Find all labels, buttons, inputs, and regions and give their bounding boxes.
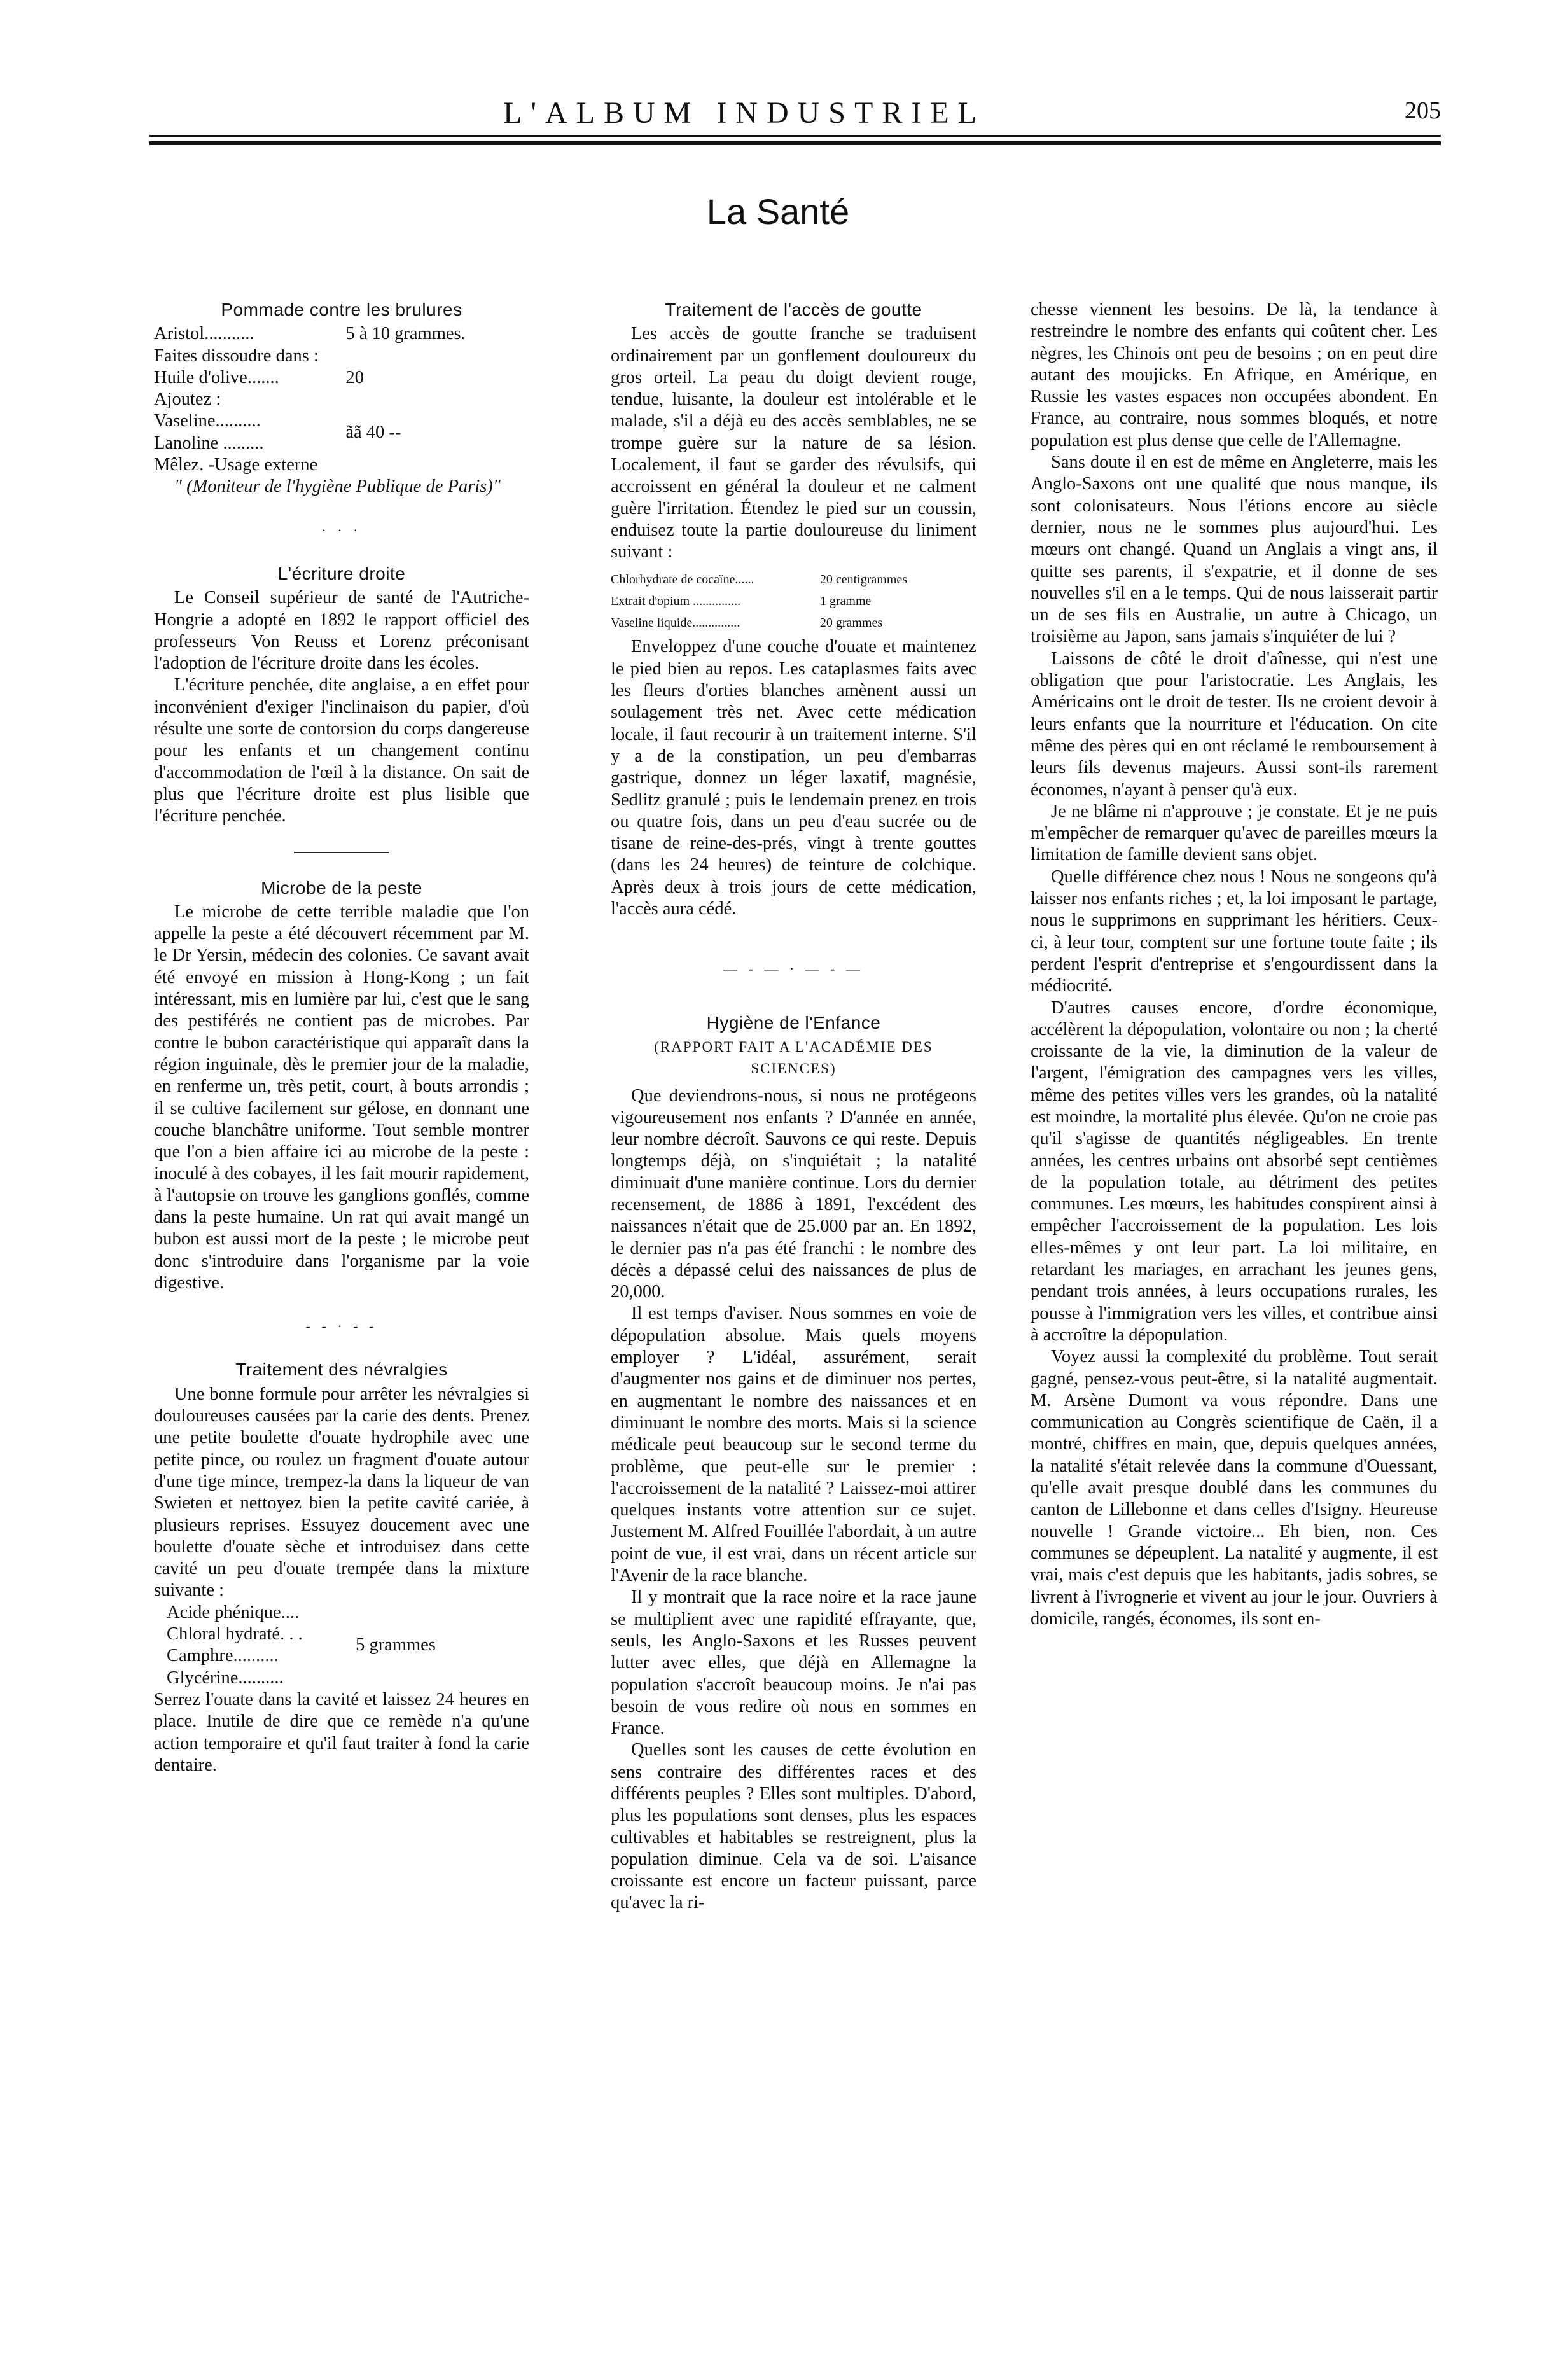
article-subtitle: (RAPPORT FAIT A L'ACADÉMIE DES SCIENCES)	[654, 1038, 933, 1077]
recipe-brulures	[154, 323, 529, 454]
header-rule-thick	[149, 141, 1441, 145]
paragraph: Le Conseil supérieur de santé de l'Autriche-Hongrie a adopté en 1892 le rapport officiel des professeurs Von Reuss et Lorenz préconisant l'adoption de l'écriture droite dans les écoles.	[154, 588, 529, 674]
recipe-instruction: Ajoutez :	[154, 389, 221, 410]
separator-dots: - - · - -	[305, 1318, 378, 1335]
paragraph: Il y montrait que la race noire et la race jaune se multiplient avec une rapidité effrayante, que, seuls, les Anglo-Saxons et les Russes peuvent lutter avec elles, que déjà en Allemagne la population s'accroît beaucoup moins. Je n'ai pas besoin de vous redire où nous en sommes en France.	[611, 1587, 976, 1739]
paragraph: Les accès de goutte franche se traduisent ordinairement par un gonflement douloureux du gros orteil. La peau du doigt devient rouge, tendue, luisante, la douleur est intolérable et le malade, s'il a déjà eu des accès semblables, ne se trompe guère sur la nature de sa lésion. Localement, il faut se garder des révulsifs, qui accroissent en général la douleur et ne calment guère l'irritation. Étendez le pied sur un coussin, enduisez toute la partie douloureuse du liniment suivant :	[611, 324, 976, 562]
recipe-quantity: ãã 40 --	[345, 422, 401, 442]
separator-dots: — - — · — - —	[723, 961, 864, 977]
paragraph: Serrez l'ouate dans la cavité et laissez 24 heures en place. Inutile de dire que ce remède n'a qu'une action temporaire et qu'il faut traiter à fond la carie dentaire.	[154, 1689, 529, 1775]
section-title: La Santé	[706, 191, 850, 232]
paragraph: Quelle différence chez nous ! Nous ne songeons qu'à laisser nos enfants riches ; et, la loi imposant le partage, nous le supprimons en supprimant les héritiers. Ceux-ci, à leur tour, comptent sur une fortune toute faite ; ils perdent l'esprit d'entreprise et s'engourdissent dans la médiocrité.	[1031, 866, 1438, 996]
recipe-ingredient: Chlorhydrate de cocaïne......	[611, 572, 754, 587]
recipe-usage: Mêlez. -Usage externe	[154, 455, 318, 475]
column-2	[611, 299, 976, 1914]
article-heading-brulures: Pommade contre les brulures	[221, 300, 462, 319]
separator-dots: · · ·	[321, 522, 362, 538]
column-3	[1031, 299, 1438, 1630]
recipe-ingredient: Lanoline .........	[154, 433, 264, 453]
journal-title: L'ALBUM INDUSTRIEL	[503, 96, 985, 130]
paragraph: chesse viennent les besoins. De là, la tendance à restreindre le nombre des enfants qui coûtent cher. Les nègres, les Chinois ont peu de besoins ; on en peut dire autant des moujicks. En Afrique, en Amérique, en Russie les vastes espaces non occupées abondent. En France, au contraire, nous sommes bloqués, et notre population est plus dense que celle de l'Allemagne.	[1031, 300, 1438, 450]
paragraph: Une bonne formule pour arrêter les névralgies si douloureuses causées par la carie des dents. Prenez une petite boulette d'ouate hydrophile avec une petite pince, ou roulez un fragment d'ouate autour d'une tige mince, trempez-la dans la liqueur de van Swieten et nettoyez bien la petite cavité cariée, à plusieurs reprises. Essuyez doucement avec une boulette d'ouate sèche et introduisez dans cette cavité un peu d'ouate trempée dans la mixture suivante :	[154, 1384, 529, 1601]
recipe-quantity: 20	[345, 367, 364, 387]
paragraph: Laissons de côté le droit d'aînesse, qui n'est une obligation que pour l'aristocratie. Les Anglais, les Américains ont le droit de tester. Ils ne croient devoir à leurs enfants que la nourriture et l'éducation. On cite même des pères qui en ont réclamé le remboursement à leurs fils devenus majeurs. Aussi sont-ils rarement économes, n'ayant à penser qu'à eux.	[1031, 648, 1438, 800]
article-heading-nevralgies: Traitement des névralgies	[235, 1360, 448, 1380]
recipe-ingredient: Camphre..........	[167, 1646, 279, 1666]
recipe-instruction: Faites dissoudre dans :	[154, 345, 319, 366]
paragraph: Enveloppez d'une couche d'ouate et maintenez le pied bien au repos. Les cataplasmes faits avec les fleurs d'orties blanches amènent aussi un soulagement très net. Avec cette médication locale, il faut recourir à un traitement interne. S'il y a de la constipation, un peu d'embarras gastrique, donnez un léger laxatif, magnésie, Sedlitz granulé ; puis le lendemain prenez en trois ou quatre fois, dans un peu d'eau sucrée ou de tisane de reine-des-prés, vingt à trente gouttes (dans les 24 heures) de teinture de colchique. Après deux à trois jours de cette médication, l'accès aura cédé.	[611, 637, 976, 919]
paragraph: Il est temps d'aviser. Nous sommes en voie de dépopulation absolue. Mais quels moyens employer ? L'idéal, assurément, serait d'augmenter nos gains et de diminuer nos pertes, en augmentant le nombre des naissances et en diminuant le nombre des morts. Mais si la science médicale peut beaucoup sur le second terme du problème, que peut-elle sur le premier : l'accroissement de la natalité ? Laissez-moi attirer quelques instants votre attention sur ce sujet. Justement M. Alfred Fouillée l'abordait, à un autre point de vue, il est vrai, dans un récent article sur l'Avenir de la race blanche.	[611, 1304, 976, 1586]
recipe-quantity: 5 à 10 grammes.	[345, 324, 466, 344]
recipe-row	[154, 323, 529, 345]
column-1	[154, 299, 529, 1776]
article-heading-goutte: Traitement de l'accès de goutte	[665, 300, 922, 319]
recipe-ingredient: Aristol...........	[154, 324, 254, 344]
paragraph: D'autres causes encore, d'ordre économique, accélèrent la dépopulation, volontaire ou non ; la cherté croissante de la vie, la diminution de la valeur de l'argent, l'émigration des campagnes vers les villes, même des petites villes vers les grandes, où la natalité est moindre, la mortalité plus élevée. Qu'on ne croie pas qu'il s'agisse de quantités négligeables. En trente années, les centres urbains ont absorbé sept centièmes de la population totale, au détriment des petites communes. Les mœurs, les habitudes conspirent ainsi à empêcher l'accroissement de la population. Les lois elles-mêmes y ont leur part. La loi militaire, en retardant les mariages, en arrachant les jeunes gens, pendant trois années, à leurs occupations rurales, les pousse à l'immigration vers les villes, et contribue ainsi à accroître la dépopulation.	[1031, 998, 1438, 1345]
separator-rule	[294, 852, 389, 853]
recipe-quantity: 1 gramme	[819, 594, 872, 608]
recipe-ingredient: Huile d'olive.......	[154, 367, 279, 387]
paragraph: Quelles sont les causes de cette évolution en sens contraire des différentes races et des différents peuples ? Elles sont multiples. D'abord, plus les populations sont denses, plus les espaces cultivables et habitables se restreignent, plus la population diminue. Cela va de soi. L'aisance croissante est encore un facteur puissant, parce qu'avec la ri-	[611, 1740, 976, 1913]
paragraph: Voyez aussi la complexité du problème. Tout serait gagné, pensez-vous peut-être, si la natalité augmentait. M. Arsène Dumont va vous répondre. Dans une communication au Congrès scientifique de Caën, il a montré, chiffres en main, que, depuis quelques années, la natalité s'était relevée dans la commune d'Ouessant, qu'elle avait presque doublé dans les communes du canton de Lillebonne et dans celles d'Isigny. Heureuse nouvelle ! Grande victoire... Eh bien, non. Ces communes se dépeuplent. La natalité y augmente, il est vrai, mais c'est depuis que les habitants, jadis sobres, se livrent à l'ivrognerie et vivent au jour le jour. Ouvriers à domicile, rangés, économes, ils sont en-	[1031, 1347, 1438, 1629]
paragraph: L'écriture penchée, dite anglaise, a en effet pour inconvénient d'exiger l'inclinaison du papier, d'où résulte une sorte de contorsion du corps dangereuse pour les enfants et un changement continu d'accommodation de l'œil à la distance. On sait de plus que l'écriture droite est plus lisible que l'écriture penchée.	[154, 675, 529, 826]
article-heading-ecriture: L'écriture droite	[277, 563, 406, 583]
paragraph: Que deviendrons-nous, si nous ne protégeons vigoureusement nos enfants ? D'année en année, leur nombre décroît. Sauvons ce qui reste. Depuis longtemps déjà, on s'inquiétait ; la natalité diminuait d'une manière continue. Lors du dernier recensement, de 1886 à 1891, l'excédent des naissances n'était que de 25.000 par an. En 1892, le dernier pas n'a pas été franchi : le nombre des décès a dépassé celui des naissances de plus de 20,000.	[611, 1085, 976, 1302]
recipe-ingredient: Vaseline..........	[154, 411, 261, 431]
article-heading-enfance: Hygiène de l'Enfance	[706, 1012, 881, 1033]
recipe-ingredient: Glycérine..........	[167, 1667, 284, 1688]
running-head	[149, 95, 1441, 134]
recipe-ingredient: Vaseline liquide...............	[611, 616, 740, 630]
recipe-row	[154, 410, 529, 432]
source-citation: " (Moniteur de l'hygiène Publique de Paris)"	[174, 477, 501, 497]
recipe-ingredient: Extrait d'opium ...............	[611, 594, 741, 608]
page-number: 205	[1405, 97, 1441, 124]
recipe-nevralgies	[167, 1602, 467, 1689]
paragraph: Sans doute il en est de même en Angleterre, mais les Anglo-Saxons ont une qualité que nous manque, ils sont colonisateurs. Nous l'étions encore au siècle dernier, nous ne le sommes plus aujourd'hui. Les mœurs ont changé. Quand un Anglais a vingt ans, il quitte ses parents, il s'expatrie, et il donne de ses nouvelles s'il en a le temps. Qui de nous laisserait partir un de ses fils en Australie, un autre à Chicago, un troisième au Japon, sans jamais s'inquiéter de lui ?	[1031, 452, 1438, 647]
paragraph: Le microbe de cette terrible maladie que l'on appelle la peste a été découvert récemment par M. le Dr Yersin, médecin des colonies. Ce savant avait été envoyé en mission à Hong-Kong ; un fait intéressant, mis en lumière par lui, c'est que le sang des pestiférés ne contient pas de microbes. Par contre le bubon caractéristique qui apparaît dans la région inguinale, dès le premier jour de la maladie, en renferme un, très petit, court, à bouts arrondis ; il se cultive facilement sur gélose, en donnant une couche blanchâtre uniforme. Tout semble montrer que l'on a bien affaire ici au microbe de la peste : inoculé à des cobayes, il les fait mourir rapidement, à l'autopsie on trouve les ganglions gonflés, comme dans la peste humaine. Un rat qui avait mangé un bubon est aussi mort de la peste ; le microbe peut donc s'introduire dans l'organisme par la voie digestive.	[154, 901, 529, 1293]
recipe-goutte	[611, 569, 947, 634]
recipe-quantity: 5 grammes	[356, 1635, 436, 1655]
article-heading-peste: Microbe de la peste	[261, 877, 422, 898]
recipe-row	[154, 367, 529, 389]
header-rule-thin	[149, 135, 1441, 137]
recipe-ingredient: Acide phénique....	[167, 1602, 300, 1622]
recipe-quantity: 20 centigrammes	[819, 572, 908, 587]
paragraph: Je ne blâme ni n'approuve ; je constate. Et je ne puis m'empêcher de remarquer qu'avec de pareilles mœurs la limitation de famille devient sans objet.	[1031, 801, 1438, 865]
recipe-ingredient: Chloral hydraté. . .	[167, 1624, 303, 1645]
recipe-quantity: 20 grammes	[819, 616, 883, 630]
